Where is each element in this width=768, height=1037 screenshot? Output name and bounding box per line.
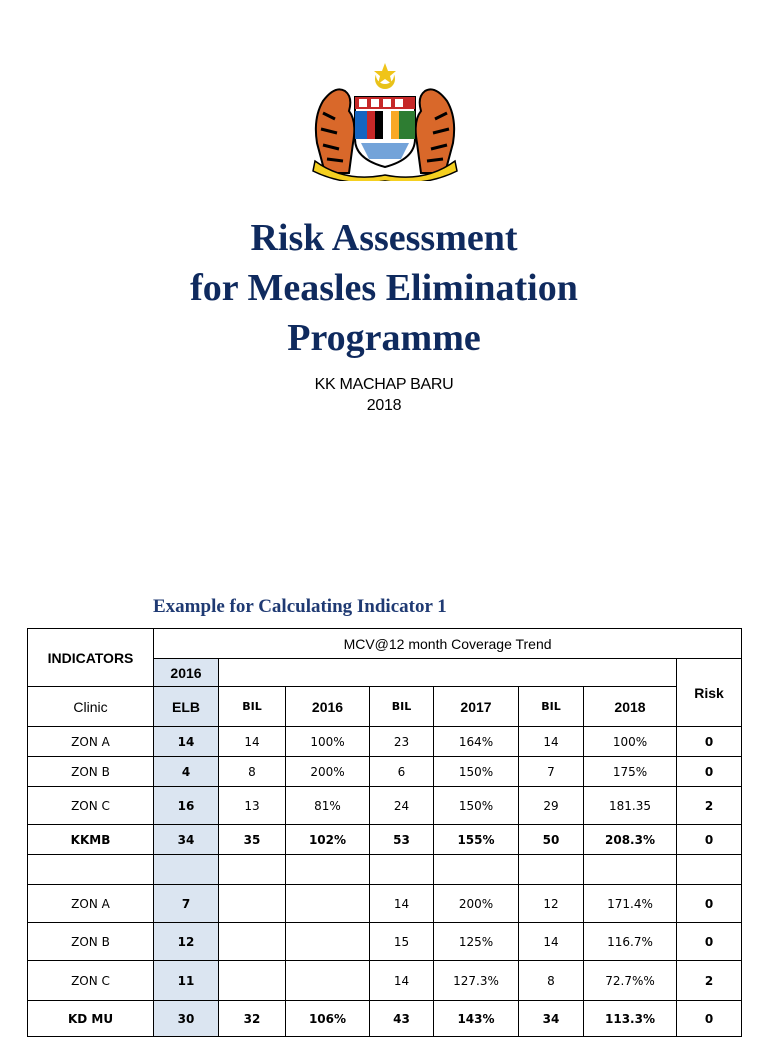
cell-bil17: 23 bbox=[370, 727, 434, 757]
coat-of-arms-icon bbox=[305, 63, 465, 181]
cell-p18: 171.4% bbox=[584, 885, 677, 923]
cell-risk: 0 bbox=[677, 757, 742, 787]
title-line-3: Programme bbox=[287, 317, 481, 359]
cell-clinic: ZON B bbox=[28, 757, 154, 787]
cell-bil18: 34 bbox=[519, 1001, 584, 1037]
cell-p16 bbox=[286, 885, 370, 923]
cell-bil16: 32 bbox=[219, 1001, 286, 1037]
cell-clinic bbox=[28, 855, 154, 885]
cell-elb: 7 bbox=[154, 885, 219, 923]
cell-bil17: 14 bbox=[370, 961, 434, 1001]
cell-bil18 bbox=[519, 855, 584, 885]
cell-p17: 164% bbox=[434, 727, 519, 757]
cell-p16 bbox=[286, 855, 370, 885]
cell-p16: 200% bbox=[286, 757, 370, 787]
cell-p17 bbox=[434, 855, 519, 885]
cell-bil16 bbox=[219, 855, 286, 885]
cell-clinic: ZON A bbox=[28, 885, 154, 923]
cell-bil18: 8 bbox=[519, 961, 584, 1001]
cell-bil18: 14 bbox=[519, 727, 584, 757]
trend-header: MCV@12 month Coverage Trend bbox=[154, 629, 742, 659]
cell-bil18: 29 bbox=[519, 787, 584, 825]
cell-p16: 102% bbox=[286, 825, 370, 855]
cell-elb: 4 bbox=[154, 757, 219, 787]
column-header: BIL bbox=[519, 687, 584, 727]
cell-bil17 bbox=[370, 855, 434, 885]
cell-risk: 0 bbox=[677, 825, 742, 855]
column-header: 2016 bbox=[286, 687, 370, 727]
title-line-2: for Measles Elimination bbox=[190, 267, 578, 309]
indicator-table bbox=[27, 628, 742, 1037]
indicators-header: INDICATORS bbox=[28, 629, 154, 687]
cell-risk: 0 bbox=[677, 885, 742, 923]
cell-bil17: 53 bbox=[370, 825, 434, 855]
cell-bil16 bbox=[219, 923, 286, 961]
cell-p17: 150% bbox=[434, 787, 519, 825]
cell-p17: 127.3% bbox=[434, 961, 519, 1001]
cell-p16: 81% bbox=[286, 787, 370, 825]
cell-elb: 14 bbox=[154, 727, 219, 757]
cell-p18: 175% bbox=[584, 757, 677, 787]
table-row bbox=[28, 923, 742, 961]
cell-bil18: 7 bbox=[519, 757, 584, 787]
cell-clinic: ZON A bbox=[28, 727, 154, 757]
cell-bil16: 14 bbox=[219, 727, 286, 757]
cell-risk: 0 bbox=[677, 1001, 742, 1037]
cell-clinic: KD MU bbox=[28, 1001, 154, 1037]
clinic-header: Clinic bbox=[28, 687, 154, 727]
table-row bbox=[28, 757, 742, 787]
cell-bil18: 50 bbox=[519, 825, 584, 855]
cell-bil18: 12 bbox=[519, 885, 584, 923]
cell-p17: 125% bbox=[434, 923, 519, 961]
table-row bbox=[28, 961, 742, 1001]
cell-p18: 72.7%% bbox=[584, 961, 677, 1001]
cell-p18: 181.35 bbox=[584, 787, 677, 825]
column-header: 2017 bbox=[434, 687, 519, 727]
cell-p17: 155% bbox=[434, 825, 519, 855]
cell-bil16 bbox=[219, 961, 286, 1001]
table-row bbox=[28, 727, 742, 757]
cell-p16 bbox=[286, 961, 370, 1001]
column-header: ELB bbox=[154, 687, 219, 727]
cell-p17: 200% bbox=[434, 885, 519, 923]
risk-header: Risk bbox=[677, 659, 742, 727]
cell-bil17: 14 bbox=[370, 885, 434, 923]
cell-clinic: ZON B bbox=[28, 923, 154, 961]
column-header: 2018 bbox=[584, 687, 677, 727]
cell-p17: 150% bbox=[434, 757, 519, 787]
cell-elb: 34 bbox=[154, 825, 219, 855]
cell-risk bbox=[677, 855, 742, 885]
cell-clinic: KKMB bbox=[28, 825, 154, 855]
cell-risk: 2 bbox=[677, 787, 742, 825]
cell-p18: 116.7% bbox=[584, 923, 677, 961]
example-heading: Example for Calculating Indicator 1 bbox=[153, 596, 447, 617]
table-row bbox=[28, 787, 742, 825]
table-row bbox=[28, 885, 742, 923]
clinic-name: KK MACHAP BARU bbox=[314, 376, 454, 393]
title-line-1: Risk Assessment bbox=[250, 217, 518, 259]
blank-header-cell bbox=[219, 659, 677, 687]
cell-risk: 2 bbox=[677, 961, 742, 1001]
cell-elb: 12 bbox=[154, 923, 219, 961]
cell-bil16: 13 bbox=[219, 787, 286, 825]
cell-bil16: 8 bbox=[219, 757, 286, 787]
page-title bbox=[0, 213, 768, 363]
table-row bbox=[28, 825, 742, 855]
cell-bil17: 24 bbox=[370, 787, 434, 825]
cell-p16: 106% bbox=[286, 1001, 370, 1037]
report-year: 2018 bbox=[366, 397, 402, 414]
cell-p18 bbox=[584, 855, 677, 885]
column-header: BIL bbox=[219, 687, 286, 727]
cell-risk: 0 bbox=[677, 727, 742, 757]
cell-clinic: ZON C bbox=[28, 787, 154, 825]
cell-bil18: 14 bbox=[519, 923, 584, 961]
cell-p18: 100% bbox=[584, 727, 677, 757]
table-row bbox=[28, 1001, 742, 1037]
cell-p16 bbox=[286, 923, 370, 961]
cell-p18: 113.3% bbox=[584, 1001, 677, 1037]
cell-elb: 11 bbox=[154, 961, 219, 1001]
cell-risk: 0 bbox=[677, 923, 742, 961]
cell-p17: 143% bbox=[434, 1001, 519, 1037]
year-2016-header: 2016 bbox=[154, 659, 219, 687]
cell-bil16 bbox=[219, 885, 286, 923]
cell-bil17: 15 bbox=[370, 923, 434, 961]
cell-p16: 100% bbox=[286, 727, 370, 757]
cell-bil16: 35 bbox=[219, 825, 286, 855]
cell-bil17: 6 bbox=[370, 757, 434, 787]
cell-bil17: 43 bbox=[370, 1001, 434, 1037]
cell-clinic: ZON C bbox=[28, 961, 154, 1001]
column-header: BIL bbox=[370, 687, 434, 727]
cell-elb bbox=[154, 855, 219, 885]
cell-elb: 16 bbox=[154, 787, 219, 825]
cell-elb: 30 bbox=[154, 1001, 219, 1037]
table-row bbox=[28, 855, 742, 885]
cell-p18: 208.3% bbox=[584, 825, 677, 855]
